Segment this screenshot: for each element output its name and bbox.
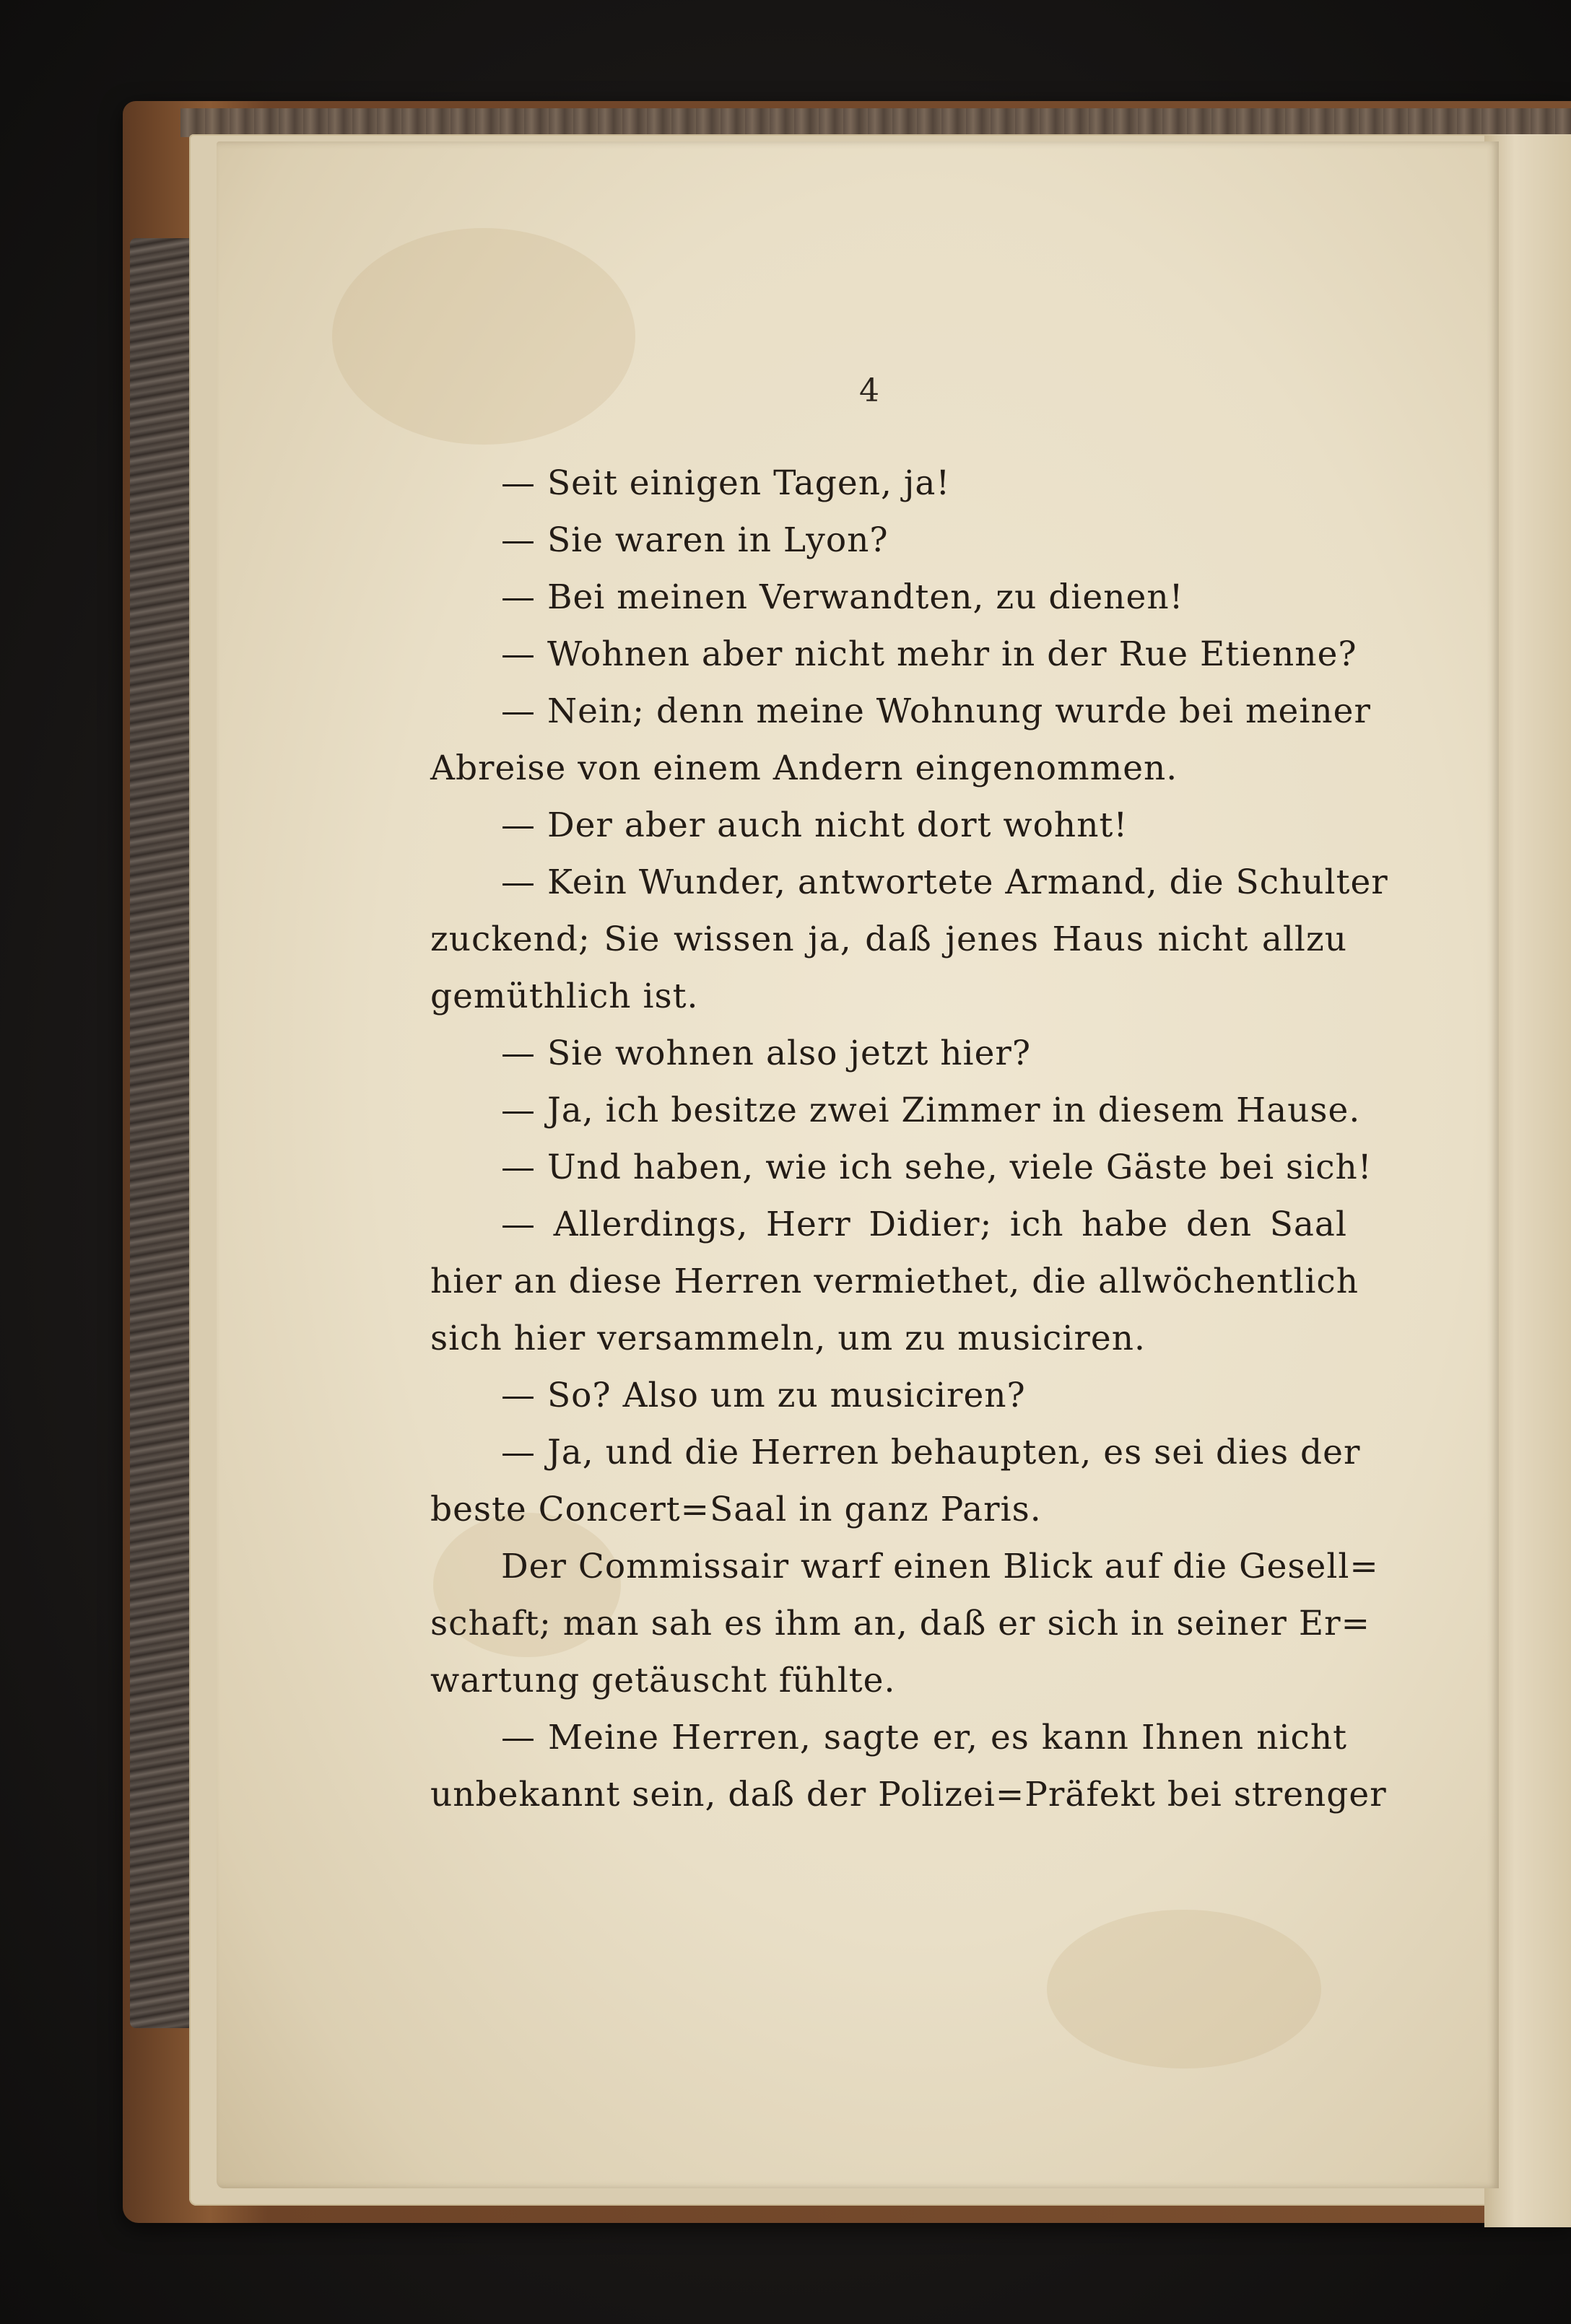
- paper-stain: [332, 228, 635, 445]
- text-line: Abreise von einem Andern eingenommen.: [430, 748, 1178, 788]
- text-line: wartung getäuscht fühlte.: [430, 1661, 896, 1700]
- text-line: beste Concert=Saal in ganz Paris.: [430, 1490, 1042, 1529]
- text-line: — Meine Herren, sagte er, es kann Ihnen nicht: [501, 1718, 1347, 1757]
- text-line: gemüthlich ist.: [430, 977, 699, 1016]
- text-line: hier an diese Herren vermiethet, die allwöchentlich: [430, 1262, 1359, 1301]
- text-line: — Sie wohnen also jetzt hier?: [501, 1034, 1032, 1073]
- text-line: — Wohnen aber nicht mehr in der Rue Etienne?: [501, 634, 1357, 674]
- page-body-text: [430, 455, 1388, 1823]
- page-number: 4: [859, 372, 879, 409]
- text-line: — Kein Wunder, antwortete Armand, die Schulter: [501, 862, 1388, 902]
- text-line: sich hier versammeln, um zu musiciren.: [430, 1319, 1146, 1358]
- cover-top-edge: [180, 108, 1571, 137]
- text-line: — Ja, ich besitze zwei Zimmer in diesem Hause.: [501, 1091, 1361, 1130]
- text-line: schaft; man sah es ihm an, daß er sich in seiner Er=: [430, 1604, 1370, 1643]
- text-line: — Sie waren in Lyon?: [501, 520, 889, 560]
- text-line: — So? Also um zu musiciren?: [501, 1376, 1026, 1415]
- text-line: Der Commissair warf einen Blick auf die Gesell=: [501, 1547, 1379, 1586]
- text-line: zuckend; Sie wissen ja, daß jenes Haus nicht allzu: [430, 919, 1347, 959]
- text-line: — Nein; denn meine Wohnung wurde bei meiner: [501, 691, 1371, 731]
- text-line: — Allerdings, Herr Didier; ich habe den Saal: [501, 1205, 1347, 1244]
- text-line: — Ja, und die Herren behaupten, es sei dies der: [501, 1433, 1361, 1472]
- text-line: — Und haben, wie ich sehe, viele Gäste bei sich!: [501, 1148, 1372, 1187]
- text-line: — Seit einigen Tagen, ja!: [501, 463, 951, 503]
- text-line: — Der aber auch nicht dort wohnt!: [501, 805, 1128, 845]
- paper-stain: [1047, 1910, 1321, 2069]
- text-line: — Bei meinen Verwandten, zu dienen!: [501, 577, 1184, 617]
- text-line: unbekannt sein, daß der Polizei=Präfekt bei strenger: [430, 1775, 1387, 1814]
